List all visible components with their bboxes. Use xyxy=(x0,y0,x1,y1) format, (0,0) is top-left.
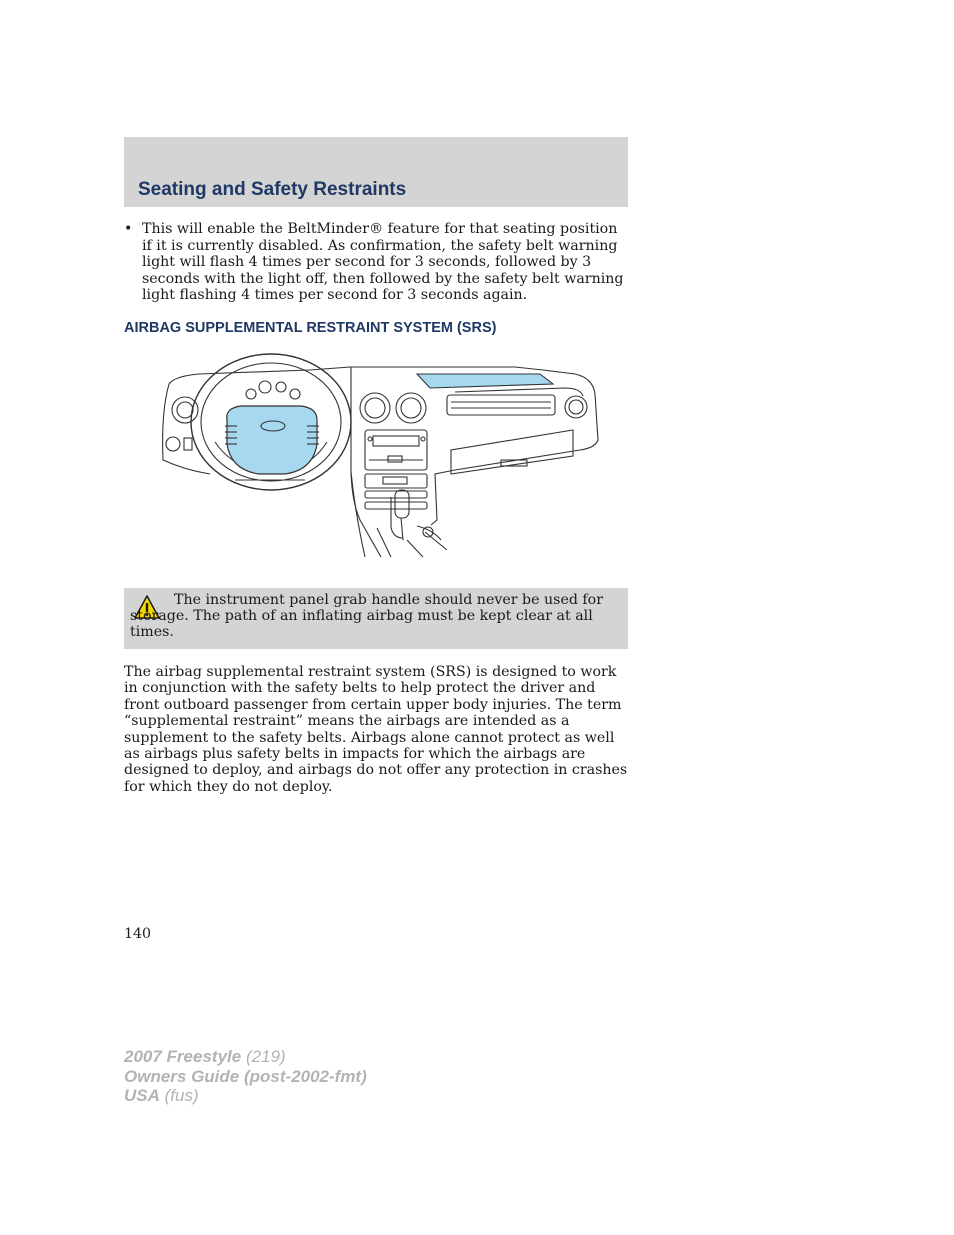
bullet-marker: • xyxy=(124,221,133,237)
footer-line-1 xyxy=(124,1047,367,1067)
body-paragraph: The airbag supplemental restraint system (SRS) is designed to work in conjunction with the safety belts to help protect the driver and front outboard passenger from certain upper body injuries. The term “supplemental restraint” means the airbags are intended as a supplement to the safety belts. Airbags alone cannot protect as well as airbags plus safety belts in impacts for which the airbags are designed to deploy, and airbags do not offer any protection in crashes for which they do not deploy. xyxy=(124,664,628,795)
page-title: Seating and Safety Restraints xyxy=(138,179,407,200)
warning-text: The instrument panel grab handle should never be used for storage. The path of an inflating airbag must be kept clear at all times. xyxy=(130,592,604,641)
section-heading: AIRBAG SUPPLEMENTAL RESTRAINT SYSTEM (SRS) xyxy=(124,320,497,336)
passenger-airbag-highlight xyxy=(417,374,553,388)
bullet-text: This will enable the BeltMinder® feature for that seating position if it is currently disabled. As confirmation, the safety belt warning light will flash 4 times per second for 3 seconds, followed by 3 seconds with the light off, then followed by the safety belt warning light flashing 4 times per second for 3 seconds again. xyxy=(142,221,624,303)
footer-model: 2007 Freestyle xyxy=(124,1047,242,1066)
warning-box xyxy=(124,588,628,649)
footer-market: USA xyxy=(124,1086,160,1105)
footer-guide: Owners Guide (post-2002-fmt) xyxy=(124,1066,367,1086)
footer-model-code: (219) xyxy=(245,1047,286,1066)
driver-airbag-highlight xyxy=(227,406,317,474)
footer-market-code: (fus) xyxy=(164,1086,199,1105)
footer-line-3 xyxy=(124,1086,367,1106)
page-number: 140 xyxy=(124,926,152,942)
bullet-item xyxy=(124,221,628,304)
section-header-band xyxy=(124,137,628,207)
dashboard-airbag-illustration xyxy=(155,352,605,564)
document-footer xyxy=(124,1047,367,1106)
